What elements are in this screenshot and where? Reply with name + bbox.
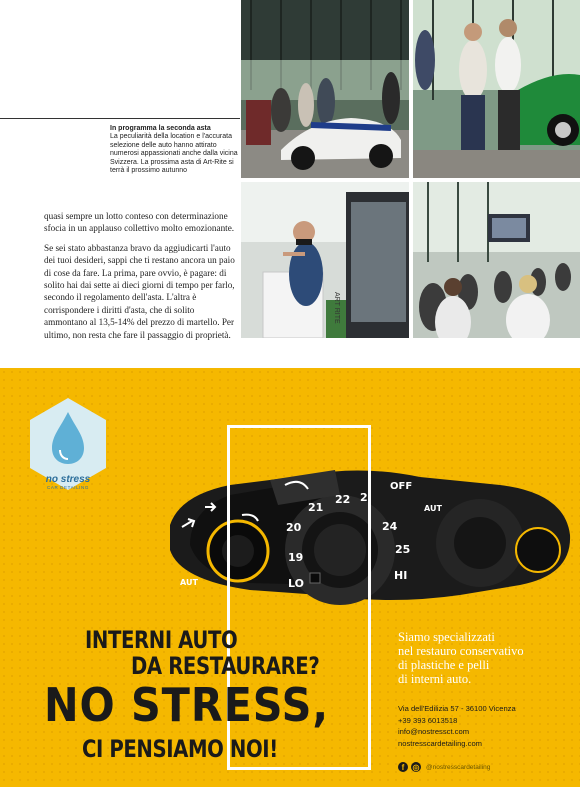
brand-logo-subtitle: CAR DETAILING <box>47 485 89 490</box>
panel-number: HI <box>394 569 408 582</box>
headline-line-2: DA RESTAURARE? <box>131 652 320 680</box>
panel-number: 19 <box>288 551 304 564</box>
contact-phone[interactable]: +39 393 6013518 <box>398 715 458 725</box>
caption-rule <box>0 118 240 119</box>
ad-tagline <box>398 630 568 686</box>
instagram-icon[interactable]: ◎ <box>412 762 420 772</box>
panel-number: 24 <box>382 520 398 533</box>
photo-auctioneer <box>241 182 409 338</box>
podium-sign: ART RITE <box>333 292 340 324</box>
contact-website[interactable]: nostresscardetailing.com <box>398 738 482 748</box>
panel-number: LO <box>288 577 304 590</box>
panel-number: AUT <box>180 578 198 587</box>
tagline-line: di plastiche e pelli <box>398 658 490 672</box>
headline-line-3: NO STRESS, <box>44 678 329 732</box>
caption-text: La peculiarità della location e l'accurata selezione delle auto hanno attirato numerosi appassionati anche dalla vicina Svizzera. La prossima asta di Art-Rite si terrà il prossimo autunno <box>110 133 238 175</box>
article-paragraph: quasi sempre un lotto conteso con determinazione sfocia in un applauso collettivo molto emozionante. <box>44 211 235 234</box>
brand-logo-name: no stress <box>45 474 91 485</box>
photo-green-porsche <box>413 0 580 178</box>
article-paragraph: Se sei stato abbastanza bravo da aggiudicarti l'auto dei tuoi desideri, sappi che ti restano ancora un paio di cose da fare. La prima, pare ovvio, è pagare: di solito hai dai sette ai dieci giorni di tempo per farlo, secondo il regolamento dell'asta. L'altra è corrispondere i diritti d'asta, che di solito ammontano al 13,5-14% del prezzo di martello. Per ultimo, non resta che fare il passaggio di proprietà. <box>44 242 235 340</box>
facebook-icon[interactable]: f <box>398 762 408 772</box>
photo-race-car-hall <box>241 0 409 178</box>
panel-number: 21 <box>308 501 324 514</box>
tagline-line: di interni auto. <box>398 672 472 686</box>
contact-email[interactable]: info@nostressct.com <box>398 727 470 736</box>
tagline-line: Siamo specializzati <box>398 630 495 644</box>
caption-title: In programma la seconda asta <box>110 125 211 132</box>
headline-line-1: INTERNI AUTO <box>85 626 238 654</box>
photo-audience <box>413 182 580 338</box>
headline-line-4: CI PENSIAMO NOI! <box>82 735 278 763</box>
panel-number: OFF <box>390 481 413 492</box>
panel-number: 22 <box>335 493 351 506</box>
article-body <box>44 210 240 348</box>
panel-number: AUT <box>424 504 442 513</box>
social-links <box>398 761 490 773</box>
contact-address: Via dell'Edilizia 57 - 36100 Vicenza <box>398 704 516 713</box>
panel-number: 20 <box>286 521 302 534</box>
tagline-line: nel restauro conservativo <box>398 644 524 658</box>
social-handle[interactable]: @nostresscardetailing <box>426 763 491 771</box>
ad-contacts <box>398 703 573 749</box>
panel-number: 2 <box>360 491 368 504</box>
photo-caption <box>110 125 238 175</box>
panel-number: 25 <box>395 543 411 556</box>
